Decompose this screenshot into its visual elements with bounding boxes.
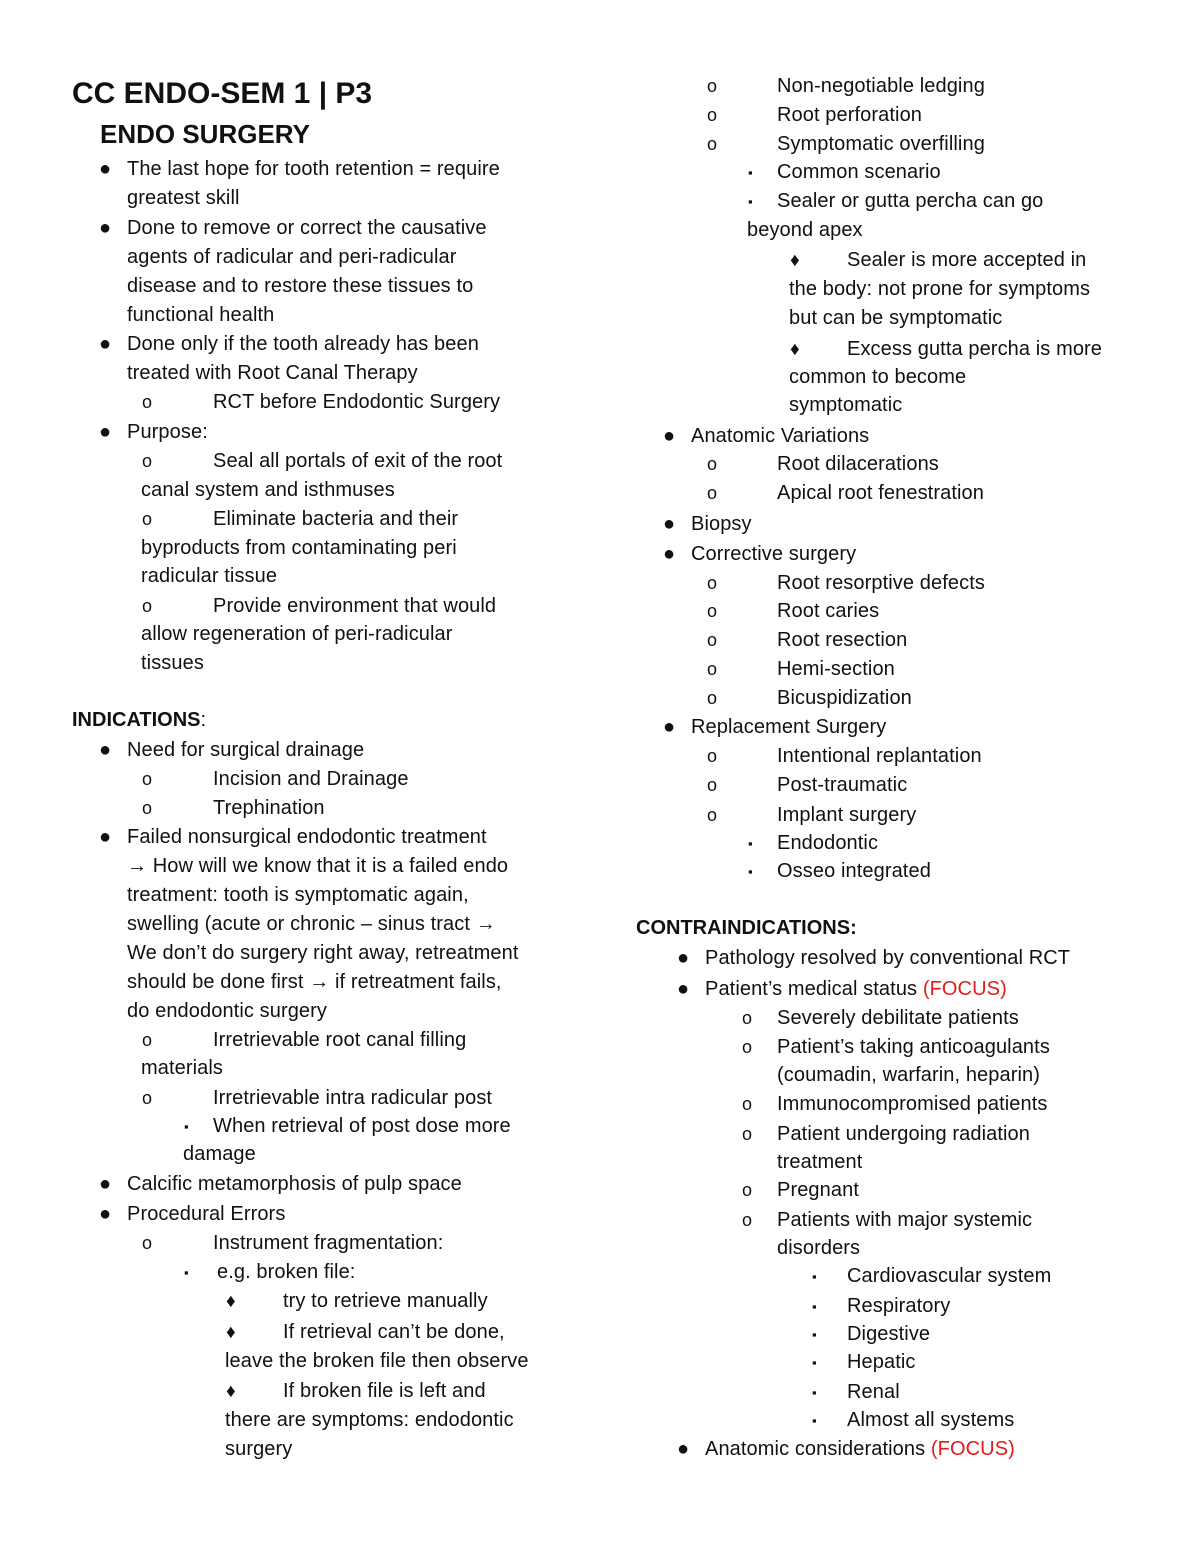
list-item: Procedural Errors — [127, 1203, 286, 1225]
list-item: Need for surgical drainage — [127, 739, 365, 761]
circle-marker: o — [742, 1008, 753, 1028]
list-item: e.g. broken file: — [217, 1261, 356, 1283]
list-item: do endodontic surgery — [127, 1000, 328, 1022]
list-item: treatment: tooth is symptomatic again, — [127, 884, 469, 906]
list-item: RCT before Endodontic Surgery — [213, 391, 501, 413]
list-item: the body: not prone for symptoms — [789, 278, 1091, 300]
list-item: We don’t do surgery right away, retreatment — [127, 942, 519, 964]
list-item: Purpose: — [127, 421, 208, 443]
circle-marker: o — [142, 596, 153, 616]
square-marker: ▪ — [812, 1269, 817, 1284]
list-item: When retrieval of post dose more — [213, 1115, 511, 1137]
circle-marker: o — [707, 601, 718, 621]
list-item-with-focus — [705, 975, 1007, 1004]
list-item: The last hope for tooth retention = require — [127, 158, 500, 180]
list-item: swelling (acute or chronic – sinus tract → — [127, 913, 496, 935]
page-title: CC ENDO-SEM 1 | P3 — [72, 77, 373, 110]
list-item: tissues — [141, 652, 204, 674]
circle-marker: o — [707, 76, 718, 96]
list-item: Severely debilitate patients — [777, 1007, 1019, 1029]
list-item: Symptomatic overfilling — [777, 133, 985, 155]
square-marker: ▪ — [748, 836, 753, 851]
circle-marker: o — [142, 798, 153, 818]
bullet-marker: ● — [99, 1173, 112, 1195]
bullet-marker: ● — [99, 217, 112, 239]
list-item: functional health — [127, 304, 275, 326]
circle-marker: o — [142, 1030, 153, 1050]
bullet-marker: ● — [99, 826, 112, 848]
bullet-marker: ● — [663, 425, 676, 447]
list-item: canal system and isthmuses — [141, 479, 395, 501]
list-item: If broken file is left and — [283, 1380, 486, 1402]
circle-marker: o — [707, 659, 718, 679]
square-marker: ▪ — [184, 1265, 189, 1280]
list-item: Almost all systems — [847, 1409, 1015, 1431]
list-item: damage — [183, 1143, 256, 1165]
bullet-marker: ● — [663, 716, 676, 738]
list-item: Irretrievable intra radicular post — [213, 1087, 493, 1109]
list-item-text: Patient’s medical status — [705, 978, 918, 1000]
list-item: Root perforation — [777, 104, 923, 126]
list-item: Instrument fragmentation: — [213, 1232, 444, 1254]
list-item: Trephination — [213, 797, 325, 819]
list-item: allow regeneration of peri-radicular — [141, 623, 453, 645]
square-marker: ▪ — [812, 1327, 817, 1342]
list-item: beyond apex — [747, 219, 863, 241]
list-item: Replacement Surgery — [691, 716, 887, 738]
list-item: Anatomic Variations — [691, 425, 870, 447]
list-item: but can be symptomatic — [789, 307, 1003, 329]
list-item: disease and to restore these tissues to — [127, 275, 474, 297]
diamond-marker: ♦ — [790, 339, 800, 360]
focus-tag: (FOCUS) — [930, 1438, 1015, 1460]
circle-marker: o — [742, 1180, 753, 1200]
list-item: Eliminate bacteria and their — [213, 508, 459, 530]
circle-marker: o — [707, 105, 718, 125]
list-item: treatment — [777, 1151, 863, 1173]
list-item: Biopsy — [691, 513, 752, 535]
bullet-marker: ● — [663, 543, 676, 565]
list-item: Root dilacerations — [777, 453, 939, 475]
list-item: treated with Root Canal Therapy — [127, 362, 418, 384]
list-item: Common scenario — [777, 161, 941, 183]
list-item: Root caries — [777, 600, 880, 622]
indications-heading — [72, 706, 206, 735]
circle-marker: o — [142, 509, 153, 529]
bullet-marker: ● — [677, 947, 690, 969]
contraindications-heading: CONTRAINDICATIONS: — [636, 917, 857, 939]
list-item: Sealer or gutta percha can go — [777, 190, 1044, 212]
circle-marker: o — [707, 630, 718, 650]
list-item: agents of radicular and peri-radicular — [127, 246, 457, 268]
section-title-endo-surgery: ENDO SURGERY — [100, 119, 310, 149]
square-marker: ▪ — [812, 1413, 817, 1428]
square-marker: ▪ — [812, 1355, 817, 1370]
list-item: Done only if the tooth already has been — [127, 333, 479, 355]
list-item: Digestive — [847, 1323, 931, 1345]
list-item: Cardiovascular system — [847, 1265, 1052, 1287]
list-item: Irretrievable root canal filling — [213, 1029, 467, 1051]
list-item: leave the broken file then observe — [225, 1350, 529, 1372]
list-item: greatest skill — [127, 187, 240, 209]
list-item: Intentional replantation — [777, 745, 982, 767]
circle-marker: o — [142, 392, 153, 412]
circle-marker: o — [707, 805, 718, 825]
circle-marker: o — [707, 483, 718, 503]
list-item: Implant surgery — [777, 804, 917, 826]
circle-marker: o — [742, 1037, 753, 1057]
list-item: Patient undergoing radiation — [777, 1123, 1030, 1145]
list-item: Pathology resolved by conventional RCT — [705, 947, 1071, 969]
circle-marker: o — [142, 1233, 153, 1253]
bullet-marker: ● — [99, 333, 112, 355]
list-item: Root resection — [777, 629, 908, 651]
list-item: Immunocompromised patients — [777, 1093, 1048, 1115]
indications-colon: : — [200, 709, 207, 731]
circle-marker: o — [707, 746, 718, 766]
square-marker: ▪ — [812, 1299, 817, 1314]
circle-marker: o — [742, 1094, 753, 1114]
bullet-marker: ● — [677, 1438, 690, 1460]
bullet-marker: ● — [99, 421, 112, 443]
list-item: Failed nonsurgical endodontic treatment — [127, 826, 487, 848]
list-item: Hepatic — [847, 1351, 916, 1373]
list-item: Excess gutta percha is more — [847, 338, 1103, 360]
list-item-text: Anatomic considerations — [705, 1438, 926, 1460]
focus-tag: (FOCUS) — [922, 978, 1007, 1000]
circle-marker: o — [707, 454, 718, 474]
diamond-marker: ♦ — [226, 1322, 236, 1343]
bullet-marker: ● — [99, 158, 112, 180]
list-item: radicular tissue — [141, 565, 278, 587]
circle-marker: o — [142, 769, 153, 789]
list-item: disorders — [777, 1237, 861, 1259]
list-item: Bicuspidization — [777, 687, 912, 709]
circle-marker: o — [742, 1124, 753, 1144]
square-marker: ▪ — [184, 1119, 189, 1134]
circle-marker: o — [142, 451, 153, 471]
square-marker: ▪ — [748, 194, 753, 209]
list-item: Patient’s taking anticoagulants — [777, 1036, 1050, 1058]
list-item: Seal all portals of exit of the root — [213, 450, 503, 472]
circle-marker: o — [707, 775, 718, 795]
circle-marker: o — [142, 1088, 153, 1108]
square-marker: ▪ — [748, 165, 753, 180]
bullet-marker: ● — [99, 739, 112, 761]
list-item: (coumadin, warfarin, heparin) — [777, 1064, 1041, 1086]
list-item-with-focus — [705, 1435, 1015, 1464]
list-item: Provide environment that would — [213, 595, 497, 617]
bullet-marker: ● — [663, 513, 676, 535]
diamond-marker: ♦ — [790, 250, 800, 271]
indications-heading-text: INDICATIONS — [72, 709, 201, 731]
list-item: Done to remove or correct the causative — [127, 217, 487, 239]
circle-marker: o — [707, 573, 718, 593]
square-marker: ▪ — [812, 1385, 817, 1400]
bullet-marker: ● — [99, 1203, 112, 1225]
list-item: Osseo integrated — [777, 860, 931, 882]
bullet-marker: ● — [677, 978, 690, 1000]
diamond-marker: ♦ — [226, 1291, 236, 1312]
list-item: Hemi-section — [777, 658, 895, 680]
list-item: Respiratory — [847, 1295, 951, 1317]
list-item: Pregnant — [777, 1179, 859, 1201]
list-item: Endodontic — [777, 832, 879, 854]
list-item: symptomatic — [789, 394, 903, 416]
list-item: Corrective surgery — [691, 543, 857, 565]
list-item: common to become — [789, 366, 967, 388]
square-marker: ▪ — [748, 864, 753, 879]
list-item: Post-traumatic — [777, 774, 908, 796]
list-item: Incision and Drainage — [213, 768, 409, 790]
circle-marker: o — [707, 134, 718, 154]
list-item: try to retrieve manually — [283, 1290, 488, 1312]
circle-marker: o — [707, 688, 718, 708]
list-item: Apical root fenestration — [777, 482, 984, 504]
list-item: Patients with major systemic — [777, 1209, 1033, 1231]
list-item: Non-negotiable ledging — [777, 75, 985, 97]
list-item: should be done first → if retreatment fails, — [127, 971, 502, 993]
list-item: materials — [141, 1057, 224, 1079]
list-item: there are symptoms: endodontic — [225, 1409, 514, 1431]
list-item: surgery — [225, 1438, 293, 1460]
circle-marker: o — [742, 1210, 753, 1230]
list-item: If retrieval can’t be done, — [283, 1321, 505, 1343]
list-item: Renal — [847, 1381, 900, 1403]
list-item: Root resorptive defects — [777, 572, 985, 594]
diamond-marker: ♦ — [226, 1381, 236, 1402]
list-item: Sealer is more accepted in — [847, 249, 1087, 271]
list-item: → How will we know that it is a failed endo — [127, 855, 509, 877]
list-item: byproducts from contaminating peri — [141, 537, 457, 559]
list-item: Calcific metamorphosis of pulp space — [127, 1173, 462, 1195]
